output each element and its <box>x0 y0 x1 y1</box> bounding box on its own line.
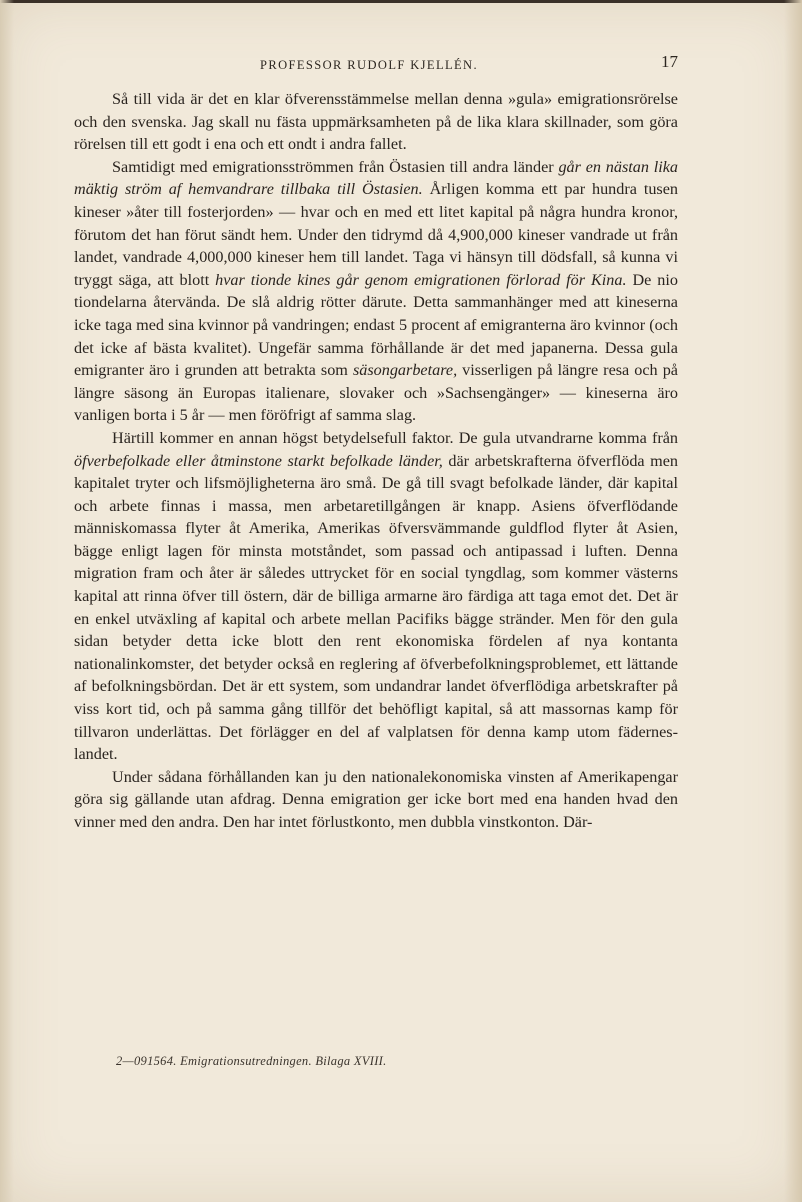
page-left-shadow <box>0 0 14 1202</box>
paragraph-3-text-b: där arbetskrafterna öfverflöda men kapitalet tryter och lifsmöjligheterna äro små. De gå till svagt befolkade länder, där kapital och arbete finnas i massa, men arbetaretillgången är knapp. Asiens öfverflödande människomassa flyter åt Amerika, Amerikas öfversvämmande guldflod flyter åt Asien, bägge enligt lagen för minsta motståndet, som passad och antipassad i luften. Denna migration fram och åter är således uttrycket för en social tyngdlag, som kommer västerns kapital att rinna öfver till östern, där de billiga armarne äro färdiga att taga emot det. Det är en enkel utväxling af kapital och arbete mellan Pacifiks bägge stränder. Men för den gula sidan betyder detta icke blott den rent ekonomiska fördelen af nya kontanta nationalinkomster, det betyder också en reglering af öfverbefolkningsproblemet, ett lättande af befolkningsbördan. Det är ett system, som undandrar landet öfverflödiga arbetskrafter på viss kort tid, och på samma gång tillför det behöfligt kapital, så att massornas kamp för tillvaron underlättas. Det förlägger en del af valplatsen för denna kamp utom fädernes-landet. <box>74 451 678 764</box>
paragraph-2-text-a: Samtidigt med emigrationsströmmen från Östasien till andra länder <box>112 157 559 176</box>
printer-signature: 2—091564. Emigrationsutredningen. Bilaga XVIII. <box>116 1054 387 1068</box>
page-top-edge <box>0 0 802 3</box>
paragraph-1: Så till vida är det en klar öfverensstämmelse mellan denna »gula» emigrationsrörelse och den svenska. Jag skall nu fästa uppmärksamheten på de lika klara skillnader, som göra rörelsen till ett godt i ena och ett ondt i andra fallet. <box>74 90 678 154</box>
paragraph-2-emphasis-1: går en nästan lika mäktig ström af hemvandrare tillbaka till Östasien. <box>74 157 678 199</box>
paragraph-2-text-b: Årligen komma ett par hundra tusen kineser »åter till fosterjorden» — hvar och en med ett litet kapital på några hundra kronor, förutom det han förut sändt hem. Under den tidrymd då 4,900,000 kineser vandrade ut från landet, vandrade 4,000,000 kineser hem till landet. Taga vi hänsyn till dödsfall, så kunna vi tryggt säga, att blott <box>74 180 678 289</box>
running-title: PROFESSOR RUDOLF KJELLÉN. <box>260 58 479 72</box>
paragraph-2 <box>74 156 678 427</box>
page-number: 17 <box>661 52 678 71</box>
paragraph-4: Under sådana förhållanden kan ju den nationalekonomiska vinsten af Amerikapengar göra sig gällande utan afdrag. Denna emigration ger icke bort med ena handen hvad den vinner med den andra. Den har intet förlustkonto, men dubbla vinstkonton. Där- <box>74 767 678 831</box>
body-text <box>74 88 678 834</box>
paragraph-3 <box>74 427 678 766</box>
paragraph-2-emphasis-2: hvar tionde kines går genom emigrationen förlorad för Kina. <box>215 270 627 289</box>
paragraph-2-text-d: visserligen på längre resa och på längre säsong än Europas italienare, slovaker och »Sachsengänger» — kineserna äro vanligen borta i 5 år — men föröfrigt af samma slag. <box>74 361 678 425</box>
paragraph-2-text-c: De nio tiondelarna återvända. De slå aldrig rötter därute. Detta sammanhänger med att kineserna icke taga med sina kvinnor på vandringen; endast 5 procent af emigranterna äro kvinnor (och det icke af bästa kvalitet). Ungefär samma förhållande är det med japanerna. Dessa gula emigranter äro i grunden att betrakta som <box>74 270 678 380</box>
page-right-shadow <box>784 0 802 1202</box>
paragraph-3-emphasis-1: öfverbefolkade eller åtminstone starkt befolkade länder, <box>74 451 443 470</box>
paragraph-3-text-a: Härtill kommer en annan högst betydelsefull faktor. De gula utvandrarne komma från <box>112 428 678 447</box>
paragraph-2-emphasis-3: säsongarbetare, <box>352 361 458 380</box>
page-header <box>74 52 678 76</box>
